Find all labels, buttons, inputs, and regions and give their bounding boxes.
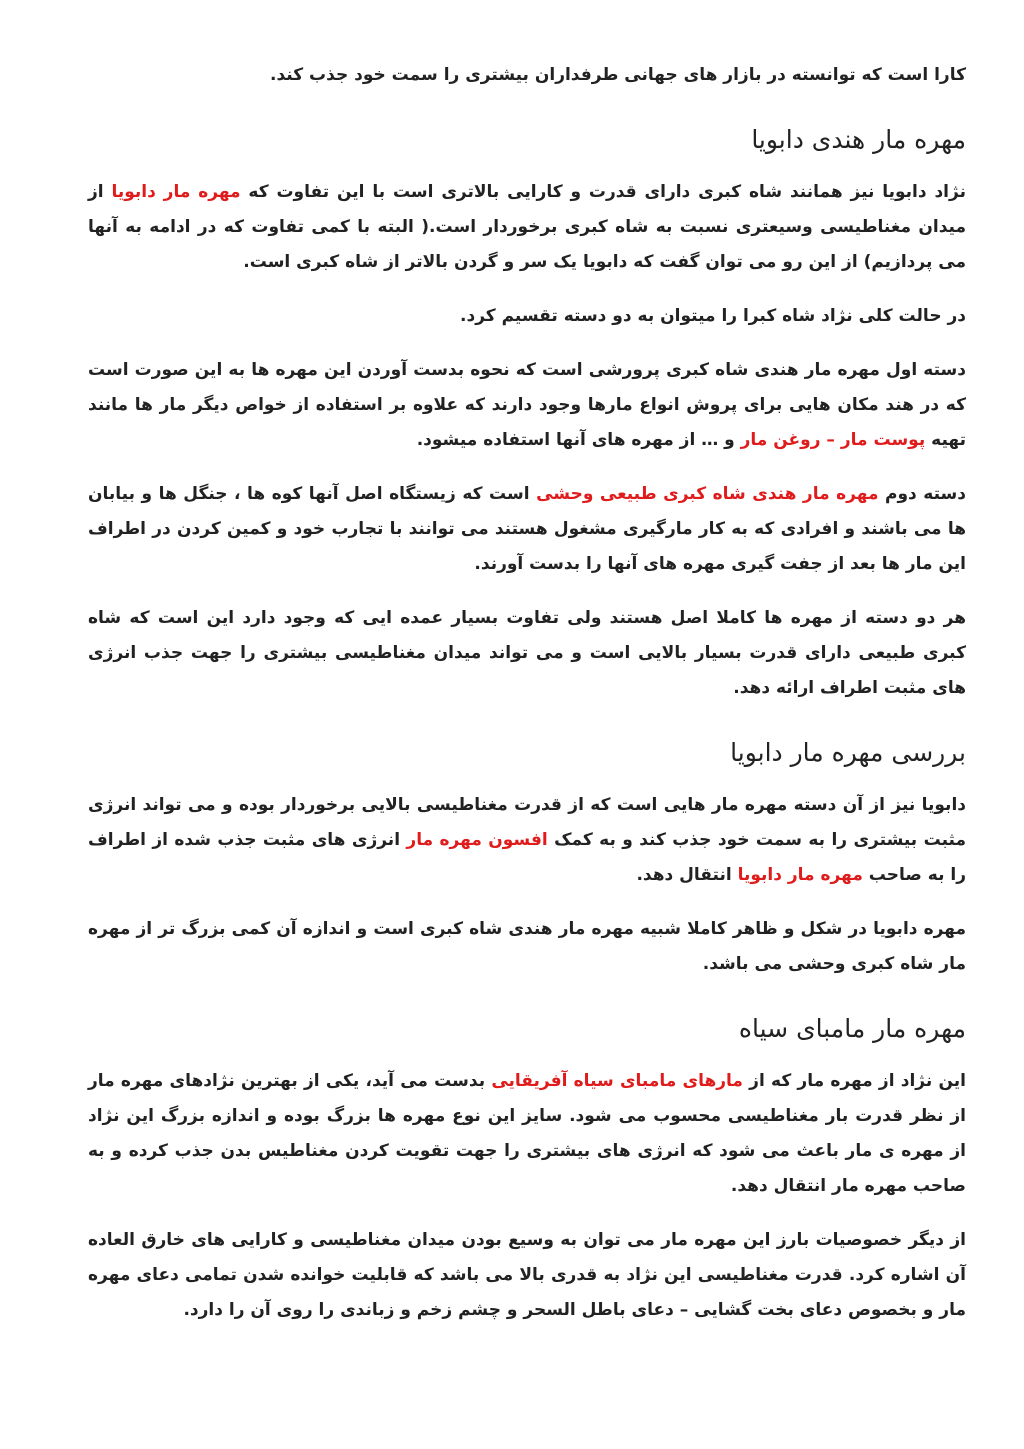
heading-review: بررسی مهره مار دابویا: [730, 738, 966, 767]
link-snake-oil[interactable]: روغن مار: [740, 430, 821, 450]
text: این نژاد از مهره مار که از: [742, 1071, 966, 1091]
link-dabuya-bead[interactable]: مهره مار دابویا: [111, 182, 241, 202]
text: است که زیستگاه اصل آنها کوه ها ، جنگل ها و بیابان ها می باشند و افرادی که به کار مارگیری مشغول هستند می توانند با تجارب خود و کمین کردن در اطراف این مار ها بعد از جفت گیری مهره های آنها را بدست آورند.: [88, 484, 966, 574]
intro-paragraph: [88, 58, 966, 93]
intro-text: کارا است که توانسته در بازار های جهانی طرفداران بیشتری را سمت خود جذب کند.: [270, 65, 966, 85]
paragraph-dabuya-intro: [88, 175, 966, 280]
heading-black-mamba: مهره مار مامبای سیاه: [738, 1014, 966, 1043]
text: هر دو دسته از مهره ها کاملا اصل هستند ولی تفاوت بسیار عمده ایی که وجود دارد این است که شاه کبری طبیعی دارای قدرت بسیار بالایی است و می تواند میدان مغناطیسی بیشتری را جهت جذب انرژی های مثبت اطراف ارائه دهد.: [88, 608, 966, 698]
paragraph-first-category: [88, 353, 966, 458]
text: از دیگر خصوصیات بارز این مهره مار می توان به وسیع بودن میدان مغناطیسی و کارایی های خارق العاده آن اشاره کرد. قدرت مغناطیسی این نژاد به قدری بالا می باشد که قابلیت خوانده شدن تمامی دعای مهره مار و بخصوص دعای بخت گشایی – دعای باطل السحر و چشم زخم و زباندی را روی آن را دارد.: [88, 1230, 966, 1320]
paragraph-review: [88, 788, 966, 893]
text: انرژی های مثبت جذب شده از اطراف را به صاحب: [88, 830, 966, 885]
paragraph-black-mamba: [88, 1064, 966, 1204]
paragraph-second-category: [88, 477, 966, 582]
text: نژاد دابویا نیز همانند شاه کبری دارای قدرت و کارایی بالاتری است با این تفاوت که: [240, 182, 966, 202]
text: دسته دوم: [878, 484, 966, 504]
paragraph-categories: [88, 299, 966, 334]
text: مهره دابویا در شکل و ظاهر کاملا شبیه مهره مار هندی شاه کبری است و اندازه آن کمی بزرگ تر از مهره مار شاه کبری وحشی می باشد.: [88, 919, 966, 974]
text: بدست می آید، یکی از بهترین نژادهای مهره مار از نظر قدرت بار مغناطیسی محسوب می شود. سایز این نوع مهره ها بزرگ بوده و اندازه بزرگ این نژاد از مهره ی مار باعث می شود که انرژی های بیشتری را جهت تقویت کردن مغناطیس بدن جذب کرده و به صاحب مهره مار انتقال دهد.: [88, 1071, 966, 1196]
heading-dabuya: مهره مار هندی دابویا: [751, 125, 966, 154]
paragraph-features: [88, 1223, 966, 1328]
link-wild-king-cobra-bead[interactable]: مهره مار هندی شاه کبری طبیعی وحشی: [536, 484, 879, 504]
text: دسته اول مهره مار هندی شاه کبری پرورشی است که نحوه بدست آوردن این مهره ها به این صورت است که در هند مکان هایی برای پروش انواع مارها وجود دارند که علاوه بر استفاده از خواص دیگر مار ها مانند تهیه: [88, 360, 966, 450]
paragraph-both-categories: [88, 601, 966, 706]
text: دابویا نیز از آن دسته مهره مار هایی است که از قدرت مغناطیسی بالایی برخوردار بوده و می تواند انرژی مثبت بیشتری را به سمت خود جذب کند و به کمک: [88, 795, 966, 850]
text: انتقال دهد.: [636, 865, 738, 885]
text: و … از مهره های آنها استفاده میشود.: [416, 430, 741, 450]
link-dabuya-bead-owner[interactable]: مهره مار دابویا: [737, 865, 863, 885]
text: در حالت کلی نژاد شاه کبرا را میتوان به دو دسته تقسیم کرد.: [460, 306, 966, 326]
link-african-black-mamba[interactable]: مارهای مامبای سیاه آفریقایی: [491, 1071, 743, 1091]
link-snake-bead-spell[interactable]: افسون مهره مار: [406, 830, 548, 850]
text: از میدان مغناطیسی وسیعتری نسبت به شاه کبری برخوردار است.( البته با کمی تفاوت که در ادامه به آنها می پردازیم) از این رو می توان گفت که دابویا یک سر و گردن بالاتر از شاه کبری است.: [88, 182, 966, 272]
link-snake-skin[interactable]: پوست مار: [840, 430, 926, 450]
dash-separator: –: [820, 430, 841, 450]
paragraph-shape: [88, 912, 966, 982]
